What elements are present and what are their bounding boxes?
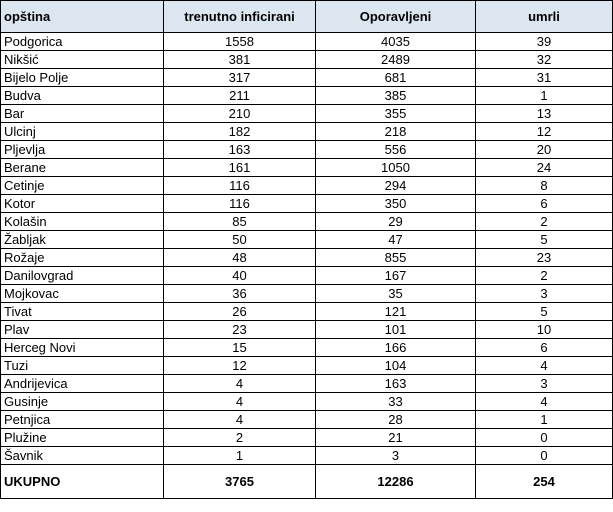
currently-infected-cell: 15	[164, 339, 316, 357]
recovered-cell: 1050	[316, 159, 476, 177]
table-row	[1, 87, 613, 105]
deceased-cell: 0	[476, 429, 613, 447]
currently-infected-cell: 36	[164, 285, 316, 303]
municipality-cell: Mojkovac	[1, 285, 164, 303]
table-row	[1, 213, 613, 231]
currently-infected-cell: 2	[164, 429, 316, 447]
municipality-cell: Tivat	[1, 303, 164, 321]
currently-infected-cell: 12	[164, 357, 316, 375]
municipality-cell: Kotor	[1, 195, 164, 213]
table-row	[1, 105, 613, 123]
table-row	[1, 249, 613, 267]
municipality-cell: Pljevlja	[1, 141, 164, 159]
table-row	[1, 411, 613, 429]
table-row	[1, 303, 613, 321]
municipality-cell: Danilovgrad	[1, 267, 164, 285]
deceased-cell: 3	[476, 375, 613, 393]
currently-infected-cell: 182	[164, 123, 316, 141]
recovered-cell: 2489	[316, 51, 476, 69]
deceased-cell: 31	[476, 69, 613, 87]
deceased-cell: 6	[476, 339, 613, 357]
recovered-cell: 163	[316, 375, 476, 393]
municipality-cell: Plužine	[1, 429, 164, 447]
deceased-cell: 6	[476, 195, 613, 213]
recovered-cell: 121	[316, 303, 476, 321]
municipality-cell: Herceg Novi	[1, 339, 164, 357]
recovered-cell: 681	[316, 69, 476, 87]
table-row	[1, 33, 613, 51]
table-row	[1, 69, 613, 87]
municipality-cell: Andrijevica	[1, 375, 164, 393]
currently-infected-cell: 40	[164, 267, 316, 285]
municipality-cell: Žabljak	[1, 231, 164, 249]
deceased-cell: 23	[476, 249, 613, 267]
municipality-cell: Podgorica	[1, 33, 164, 51]
deceased-cell: 4	[476, 393, 613, 411]
recovered-cell: 3	[316, 447, 476, 465]
table-row	[1, 159, 613, 177]
deceased-cell: 20	[476, 141, 613, 159]
recovered-cell: 855	[316, 249, 476, 267]
recovered-cell: 166	[316, 339, 476, 357]
deceased-cell: 1	[476, 87, 613, 105]
currently-infected-cell: 1558	[164, 33, 316, 51]
currently-infected-cell: 85	[164, 213, 316, 231]
recovered-cell: 385	[316, 87, 476, 105]
table-row	[1, 321, 613, 339]
municipality-cell: Šavnik	[1, 447, 164, 465]
table-row	[1, 123, 613, 141]
deceased-cell: 24	[476, 159, 613, 177]
total-currently-infected: 3765	[164, 465, 316, 499]
recovered-cell: 104	[316, 357, 476, 375]
municipality-cell: Bar	[1, 105, 164, 123]
municipality-cell: Kolašin	[1, 213, 164, 231]
recovered-cell: 218	[316, 123, 476, 141]
recovered-cell: 28	[316, 411, 476, 429]
table-row	[1, 267, 613, 285]
deceased-cell: 10	[476, 321, 613, 339]
header-municipality: opština	[1, 1, 164, 33]
recovered-cell: 350	[316, 195, 476, 213]
municipality-cell: Plav	[1, 321, 164, 339]
currently-infected-cell: 210	[164, 105, 316, 123]
recovered-cell: 29	[316, 213, 476, 231]
recovered-cell: 167	[316, 267, 476, 285]
currently-infected-cell: 317	[164, 69, 316, 87]
deceased-cell: 8	[476, 177, 613, 195]
municipality-cell: Rožaje	[1, 249, 164, 267]
municipality-cell: Bijelo Polje	[1, 69, 164, 87]
recovered-cell: 101	[316, 321, 476, 339]
deceased-cell: 1	[476, 411, 613, 429]
deceased-cell: 3	[476, 285, 613, 303]
total-recovered: 12286	[316, 465, 476, 499]
recovered-cell: 556	[316, 141, 476, 159]
currently-infected-cell: 116	[164, 177, 316, 195]
recovered-cell: 294	[316, 177, 476, 195]
table-row	[1, 339, 613, 357]
table-row	[1, 195, 613, 213]
recovered-cell: 33	[316, 393, 476, 411]
header-row	[1, 1, 613, 33]
deceased-cell: 39	[476, 33, 613, 51]
table-row	[1, 357, 613, 375]
currently-infected-cell: 48	[164, 249, 316, 267]
recovered-cell: 4035	[316, 33, 476, 51]
header-recovered: Oporavljeni	[316, 1, 476, 33]
deceased-cell: 32	[476, 51, 613, 69]
currently-infected-cell: 211	[164, 87, 316, 105]
table-row	[1, 393, 613, 411]
total-label: UKUPNO	[1, 465, 164, 499]
municipality-cell: Nikšić	[1, 51, 164, 69]
total-row	[1, 465, 613, 499]
currently-infected-cell: 23	[164, 321, 316, 339]
municipality-cell: Budva	[1, 87, 164, 105]
recovered-cell: 355	[316, 105, 476, 123]
currently-infected-cell: 26	[164, 303, 316, 321]
currently-infected-cell: 161	[164, 159, 316, 177]
deceased-cell: 4	[476, 357, 613, 375]
table-row	[1, 285, 613, 303]
currently-infected-cell: 4	[164, 411, 316, 429]
currently-infected-cell: 4	[164, 393, 316, 411]
currently-infected-cell: 116	[164, 195, 316, 213]
header-deceased: umrli	[476, 1, 613, 33]
table-row	[1, 51, 613, 69]
currently-infected-cell: 4	[164, 375, 316, 393]
currently-infected-cell: 163	[164, 141, 316, 159]
recovered-cell: 21	[316, 429, 476, 447]
currently-infected-cell: 1	[164, 447, 316, 465]
recovered-cell: 47	[316, 231, 476, 249]
recovered-cell: 35	[316, 285, 476, 303]
deceased-cell: 5	[476, 303, 613, 321]
deceased-cell: 2	[476, 267, 613, 285]
municipality-cell: Petnjica	[1, 411, 164, 429]
municipality-cell: Berane	[1, 159, 164, 177]
table-row	[1, 429, 613, 447]
municipality-cell: Gusinje	[1, 393, 164, 411]
total-deceased: 254	[476, 465, 613, 499]
table-row	[1, 375, 613, 393]
deceased-cell: 5	[476, 231, 613, 249]
table-row	[1, 141, 613, 159]
municipality-cell: Ulcinj	[1, 123, 164, 141]
table-row	[1, 177, 613, 195]
deceased-cell: 2	[476, 213, 613, 231]
table-row	[1, 231, 613, 249]
deceased-cell: 12	[476, 123, 613, 141]
table-row	[1, 447, 613, 465]
header-currently-infected: trenutno inficirani	[164, 1, 316, 33]
municipality-cell: Tuzi	[1, 357, 164, 375]
currently-infected-cell: 381	[164, 51, 316, 69]
deceased-cell: 0	[476, 447, 613, 465]
deceased-cell: 13	[476, 105, 613, 123]
currently-infected-cell: 50	[164, 231, 316, 249]
municipality-cell: Cetinje	[1, 177, 164, 195]
